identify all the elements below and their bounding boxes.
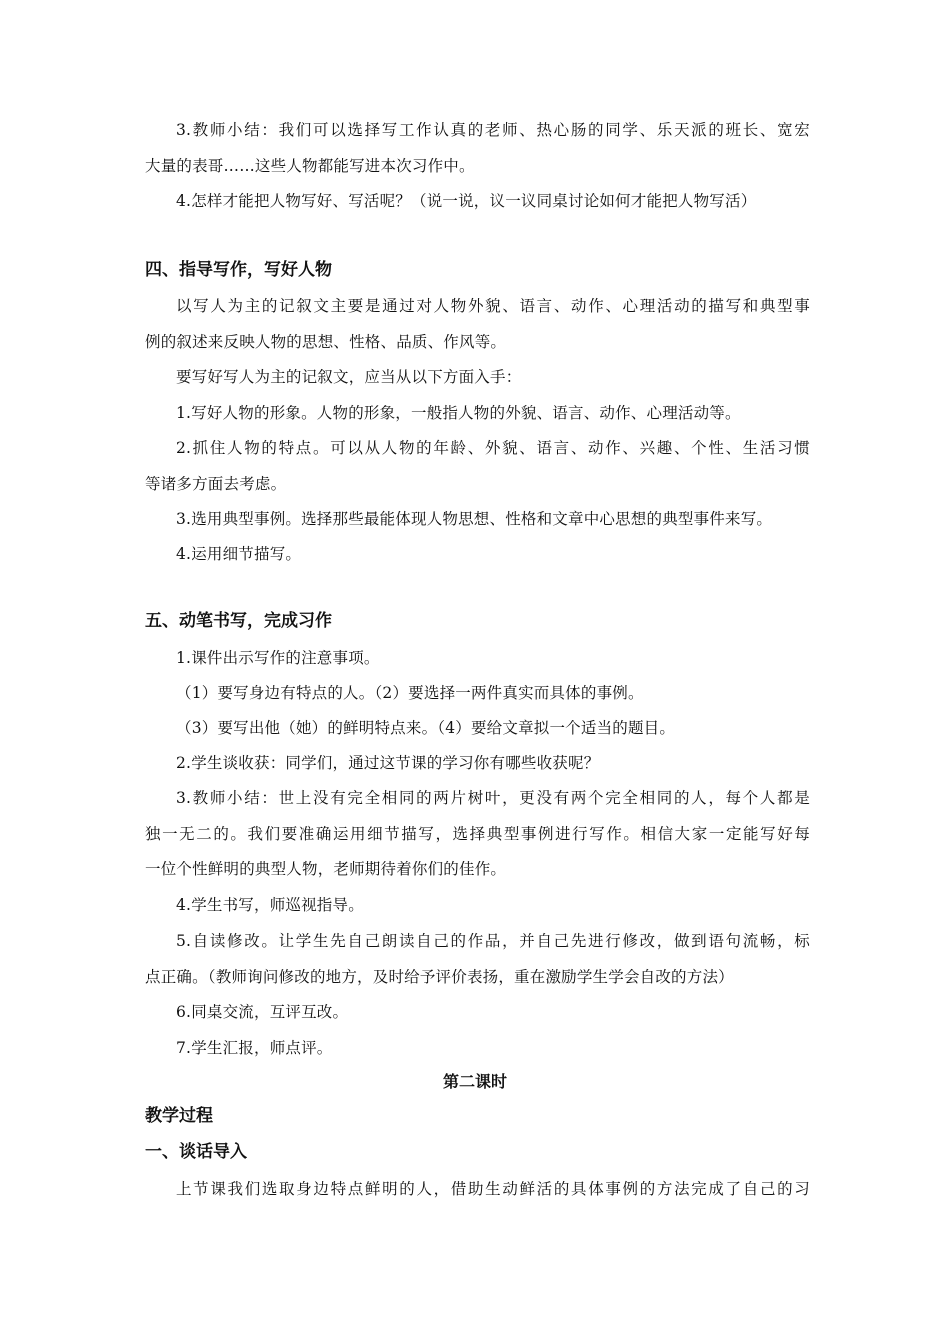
list-item: 1.写好人物的形象。人物的形象，一般指人物的外貌、语言、动作、心理活动等。 (176, 404, 741, 422)
section-heading: 五、动笔书写，完成习作 (145, 611, 332, 631)
list-item: 3.选用典型事例。选择那些最能体现人物思想、性格和文章中心思想的典型事件来写。 (176, 510, 773, 528)
list-item: 4.运用细节描写。 (176, 545, 302, 563)
paragraph-line: 一位个性鲜明的典型人物，老师期待着你们的佳作。 (145, 860, 507, 878)
paragraph-line: 独一无二的。我们要准确运用细节描写，选择典型事例进行写作。相信大家一定能写好每 (145, 825, 810, 843)
list-item: 5.自读修改。让学生先自己朗读自己的作品，并自己先进行修改，做到语句流畅，标 (176, 932, 810, 950)
paragraph-line: 点正确。（教师询问修改的地方，及时给予评价表扬，重在激励学生学会自改的方法） (145, 968, 734, 986)
paragraph-line: 等诸多方面去考虑。 (145, 475, 287, 493)
lesson-title: 第二课时 (442, 1072, 507, 1091)
list-item: （1）要写身边有特点的人。（2）要选择一两件真实而具体的事例。 (176, 684, 644, 702)
section-heading: 教学过程 (145, 1106, 213, 1126)
paragraph-line: 上节课我们选取身边特点鲜明的人，借助生动鲜活的具体事例的方法完成了自己的习 (176, 1180, 810, 1198)
paragraph-line: 大量的表哥……这些人物都能写进本次习作中。 (145, 157, 475, 175)
paragraph-line: 例的叙述来反映人物的思想、性格、品质、作风等。 (145, 333, 507, 351)
section-heading: 一、谈话导入 (145, 1142, 247, 1162)
list-item: 2.学生谈收获：同学们，通过这节课的学习你有哪些收获呢？ (176, 754, 600, 772)
paragraph-line: 以写人为主的记叙文主要是通过对人物外貌、语言、动作、心理活动的描写和典型事 (176, 297, 810, 315)
list-item: 3.教师小结：世上没有完全相同的两片树叶，更没有两个完全相同的人，每个人都是 (176, 789, 810, 807)
paragraph-line: 3.教师小结：我们可以选择写工作认真的老师、热心肠的同学、乐天派的班长、宽宏 (176, 121, 810, 139)
list-item: 4.学生书写，师巡视指导。 (176, 896, 364, 914)
list-item: （3）要写出他（她）的鲜明特点来。（4）要给文章拟一个适当的题目。 (176, 719, 676, 737)
section-heading: 四、指导写作，写好人物 (145, 260, 332, 280)
list-item: 6.同桌交流，互评互改。 (176, 1003, 349, 1021)
list-item: 7.学生汇报，师点评。 (176, 1039, 333, 1057)
list-item: 1.课件出示写作的注意事项。 (176, 649, 380, 667)
paragraph-line: 4.怎样才能把人物写好、写活呢？（说一说，议一议同桌讨论如何才能把人物写活） (176, 192, 757, 210)
paragraph-line: 要写好写人为主的记叙文，应当从以下方面入手： (176, 368, 522, 386)
list-item: 2.抓住人物的特点。可以从人物的年龄、外貌、语言、动作、兴趣、个性、生活习惯 (176, 439, 810, 457)
